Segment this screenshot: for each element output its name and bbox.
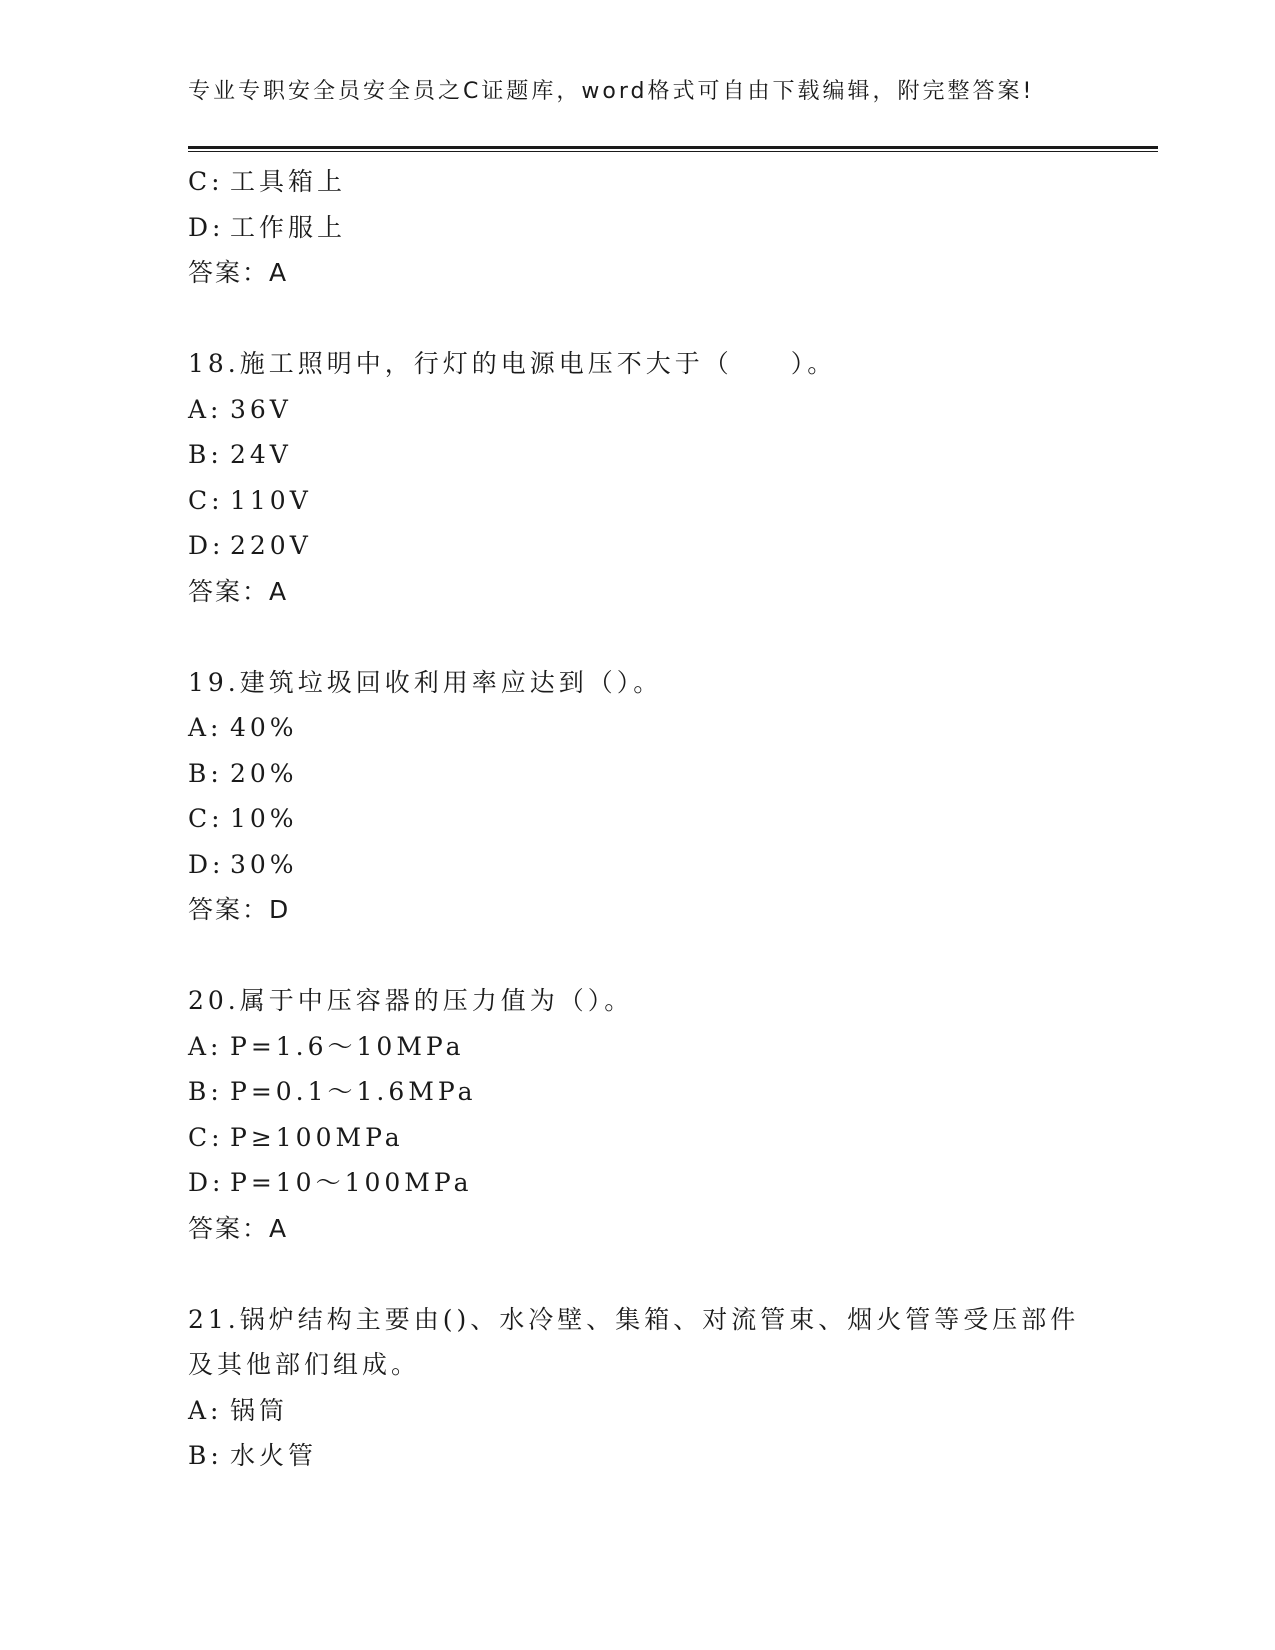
spacer	[188, 933, 1148, 979]
option-a	[188, 1024, 1148, 1070]
option-text: P≥100MPa	[230, 1122, 404, 1152]
option-letter: D:	[188, 212, 225, 242]
option-letter: A:	[188, 394, 223, 424]
option-text: 水火管	[230, 1441, 318, 1470]
option-letter: D:	[188, 531, 225, 560]
option-a	[188, 705, 1148, 751]
spacer	[188, 614, 1148, 660]
question-content	[188, 159, 1148, 1479]
header-rule-thick	[188, 146, 1158, 149]
option-c	[188, 1115, 1148, 1161]
option-c	[188, 478, 1148, 524]
option-letter: C:	[188, 167, 224, 196]
option-b	[188, 1069, 1148, 1115]
option-b	[188, 432, 1148, 478]
option-text: 30%	[230, 849, 298, 879]
option-a	[188, 1388, 1148, 1434]
option-text: 10%	[230, 804, 298, 833]
option-text: 24V	[230, 440, 292, 469]
option-letter: B:	[188, 758, 223, 788]
option-text: 36V	[230, 394, 292, 424]
option-letter: B:	[188, 1077, 223, 1106]
option-text: 110V	[230, 485, 312, 515]
option-letter: D:	[188, 1168, 225, 1197]
option-d	[188, 1160, 1148, 1206]
option-text: 40%	[230, 713, 298, 742]
option-text: P=10～100MPa	[230, 1168, 473, 1197]
option-b	[188, 1433, 1148, 1479]
option-text: P=0.1～1.6MPa	[230, 1077, 477, 1106]
option-d	[188, 523, 1148, 569]
option-a	[188, 387, 1148, 433]
answer-line: 答案：D	[188, 895, 291, 924]
option-letter: B:	[188, 1441, 223, 1470]
option-letter: C:	[188, 804, 224, 833]
answer-line: 答案：A	[188, 258, 289, 287]
option-letter: C:	[188, 1122, 224, 1152]
question-stem-continued: 及其他部们组成。	[188, 1350, 421, 1379]
option-c	[188, 159, 1148, 205]
question-stem: 20.属于中压容器的压力值为（）。	[188, 986, 634, 1015]
option-text: 工具箱上	[230, 167, 347, 196]
option-text: 锅筒	[230, 1395, 289, 1425]
option-letter: A:	[188, 1031, 223, 1061]
question-stem: 21.锅炉结构主要由()、水冷壁、集箱、对流管束、烟火管等受压部件	[188, 1304, 1080, 1334]
option-letter: B:	[188, 440, 223, 469]
header-rule-thin	[188, 151, 1158, 152]
answer-line: 答案：A	[188, 576, 289, 606]
option-d	[188, 842, 1148, 888]
option-d	[188, 205, 1148, 251]
spacer	[188, 1251, 1148, 1297]
page-header: 专业专职安全员安全员之C证题库，word格式可自由下载编辑，附完整答案!	[188, 79, 1035, 104]
option-text: 工作服上	[230, 212, 347, 242]
option-letter: D:	[188, 849, 225, 879]
option-text: 20%	[230, 758, 298, 788]
question-stem: 18.施工照明中，行灯的电源电压不大于（ ）。	[188, 349, 837, 378]
question-stem: 19.建筑垃圾回收利用率应达到（）。	[188, 667, 663, 697]
option-letter: A:	[188, 1395, 223, 1425]
option-letter: C:	[188, 485, 224, 515]
option-text: 220V	[230, 531, 312, 560]
option-c	[188, 796, 1148, 842]
option-b	[188, 751, 1148, 797]
spacer	[188, 296, 1148, 342]
answer-line: 答案：A	[188, 1213, 289, 1243]
option-text: P=1.6～10MPa	[230, 1031, 465, 1061]
option-letter: A:	[188, 713, 223, 742]
